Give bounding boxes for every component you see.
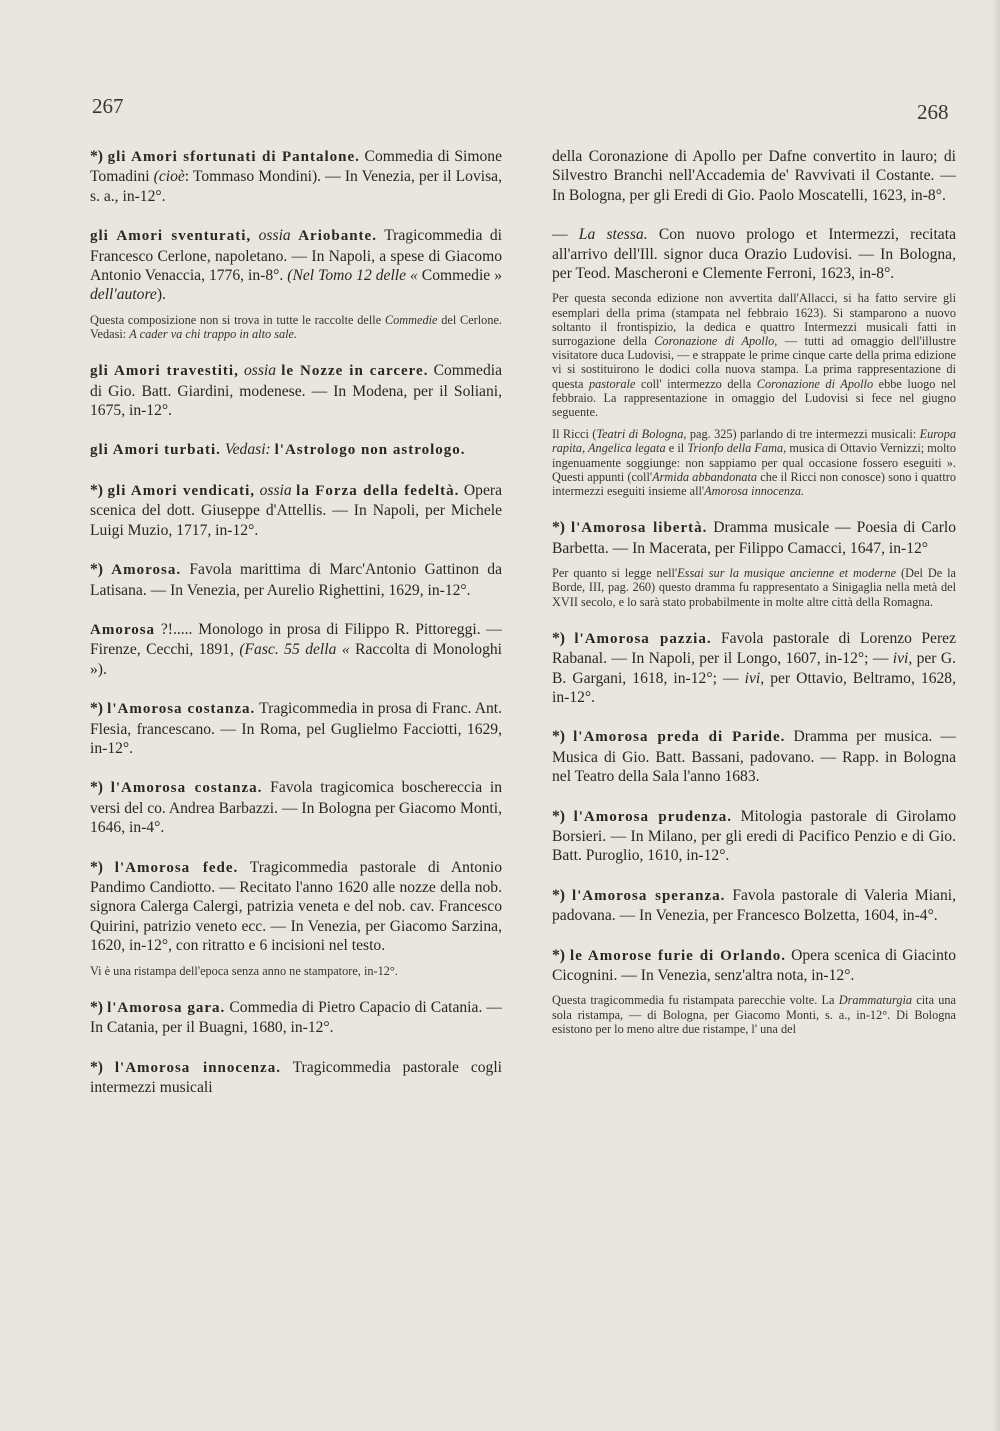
entry-text: (Del De la Borde, III, pag. 260) questo dramma fu rappresentato a Sinigaglia nella metà del XVII secolo, e lo sarà stato probabilmente in molte altre città della Romagna. xyxy=(552,566,956,609)
bibliography-entry xyxy=(552,147,956,205)
bibliography-entry xyxy=(552,518,956,558)
entry-title: gli Amori travestiti, xyxy=(90,363,239,380)
entry-text: Tragicommedia in prosa di Franc. Ant. Flesia, francescano. — In Roma, pel Guglielmo Facciotti, 1629, in-12°. xyxy=(90,700,502,757)
entry-subtitle: Ariobante. xyxy=(298,228,377,245)
entry-text: Mitologia pastorale di Girolamo Borsieri. — In Milano, per gli eredi di Pacifico Penzio e di Gio. Batt. Puroglio, 1610, in-12°. xyxy=(552,807,957,865)
entry-text: Favola pastorale di Lorenzo Perez Rabanal. — In Napoli, per il Longo, 1607, in-12°; — xyxy=(552,629,957,668)
bibliography-entry xyxy=(90,226,502,305)
entry-title: l'Amorosa costanza. xyxy=(110,780,263,797)
entry-title: gli Amori sfortunati di Pantalone. xyxy=(107,149,360,165)
entry-marker: *) xyxy=(90,998,108,1016)
entry-text: e il xyxy=(665,441,688,456)
bibliography-entry xyxy=(90,699,502,758)
entry-text: cita una sola ristampa, — di Bologna, per Giacomo Monti, s. a., in-12°. Di Bologna esistono per lo meno altre due ristampe, l' una del xyxy=(552,993,957,1036)
page-number-left: 267 xyxy=(92,94,124,118)
entry-marker: *) xyxy=(90,148,108,165)
entry-text: (cioè xyxy=(153,168,185,186)
entry-text: Drammaturgia xyxy=(838,993,913,1008)
bibliography-entry xyxy=(90,1058,502,1098)
entry-text: Essai sur la musique ancienne et moderne xyxy=(677,566,897,581)
entry-text: Dramma musicale — Poesia di Carlo Barbetta. — In Macerata, per Filippo Camacci, 1647, in-12° xyxy=(552,519,957,557)
bibliography-entry xyxy=(552,807,956,866)
entry-text: ivi, xyxy=(744,669,765,687)
entry-text: ). xyxy=(156,286,166,304)
entry-text: Favola tragicomica boschereccia in versi del co. Andrea Barbazzi. — In Bologna per Giacomo Monti, 1646, in-4°. xyxy=(90,779,502,837)
footnote xyxy=(552,291,956,419)
bibliography-entry xyxy=(552,886,956,926)
entry-title: l'Amorosa gara. xyxy=(107,999,226,1016)
bibliography-entry xyxy=(552,946,956,986)
entry-title: l'Amorosa pazzia. xyxy=(574,630,712,647)
entry-text: — tutti ad omaggio dell'illustre visitatore duca Ludovisi, — e strappate le prime cinque carte della prima edizione vi si sostituirono le dodici colla nuova stampa. La prima rappresentazione di questa xyxy=(552,334,956,391)
entry-title: Amorosa. xyxy=(111,562,182,579)
bibliography-entry xyxy=(552,629,956,708)
entry-title: gli Amori vendicati, xyxy=(107,482,256,499)
entry-text: pastorale xyxy=(588,376,636,391)
entry-text: per Ottavio, Beltramo, 1628, in-12°. xyxy=(552,669,956,706)
footnote xyxy=(90,313,502,341)
entry-text: Opera scenica del dott. Giuseppe d'Attellis. — In Napoli, per Michele Luigi Muzio, 1717, in-12°. xyxy=(90,481,502,539)
entry-text: Trionfo della Fama, xyxy=(687,441,787,456)
entry-marker: *) xyxy=(552,629,575,647)
bibliography-entry xyxy=(90,560,502,600)
entry-title: l'Amorosa preda di Paride. xyxy=(573,729,786,746)
bibliography-entry xyxy=(90,620,502,679)
entry-text: — xyxy=(552,226,579,244)
page-number-right: 268 xyxy=(917,100,949,124)
entry-marker: *) xyxy=(552,946,571,964)
entry-text: Amorosa innocenza. xyxy=(704,484,805,499)
entry-text: (Fasc. 55 della « xyxy=(239,641,350,659)
entry-title: l'Amorosa libertà. xyxy=(570,520,708,537)
entry-text: Dramma per musica. — Musica di Gio. Batt. Bassani, padovano. — Rapp. in Bologna nel Teatro della Sala l'anno 1683. xyxy=(552,728,956,786)
entry-text: Tragicommedia pastorale di Antonio Pandimo Candiotto. — Recitato l'anno 1620 alle nozze della nob. signora Calerga Calergi, patrizia veneta e del nob. cav. Francesco Quirini, patrizio veneto ecc. — In Venezia, per Giacomo Sarzina, 1620, in-12°, con ritratto e 6 incisioni nel testo. xyxy=(90,858,503,955)
entry-title: l'Amorosa innocenza. xyxy=(114,1059,281,1076)
entry-text: Favola marittima di Marc'Antonio Gattinon da Latisana. — In Venezia, per Aurelio Righettini, 1629, in-12°. xyxy=(90,561,502,599)
entry-text: (Nel Tomo 12 delle « xyxy=(287,267,418,285)
entry-text: Commedie xyxy=(384,312,438,327)
entry-marker: *) xyxy=(552,728,574,746)
entry-text: Questa composizione non si trova in tutte le raccolte delle xyxy=(90,312,385,327)
entry-title: le Amorose furie di Orlando. xyxy=(570,947,787,964)
entry-text: ossia xyxy=(251,227,291,245)
entry-title: Amorosa xyxy=(90,621,156,638)
entry-marker: *) xyxy=(90,858,115,876)
entry-text: coll' intermezzo della xyxy=(635,376,757,391)
entry-text: Commedie » xyxy=(417,267,502,285)
entry-text: Armida abbandonata xyxy=(652,469,758,484)
entry-text: Il Ricci ( xyxy=(552,427,597,442)
entry-text: Coronazione di Apollo xyxy=(756,376,874,391)
entry-text: Questa tragicommedia fu ristampata parecchie volte. La xyxy=(552,993,839,1008)
entry-text: pag. 325) parlando di tre intermezzi musicali: xyxy=(686,427,920,442)
entry-text: Vedasi: xyxy=(220,441,271,459)
entry-text: Tragicommedia di Francesco Cerlone, napoletano. — In Napoli, a spese di Giacomo Antonio Venaccia, 1776, in-8°. xyxy=(90,227,502,285)
bibliography-entry xyxy=(90,998,502,1038)
entry-text: Opera scenica di Giacinto Cicognini. — In Venezia, senz'altra nota, in-12°. xyxy=(552,946,956,984)
bibliography-entry xyxy=(90,440,502,460)
entry-text: Per questa seconda edizione non avvertita dall'Allacci, si ha fatto servire gli esemplari della prima (stampata nel febbraio 1623). Si stamparono a nuovo soltanto il frontispizio, la dedica e quattro Intermezzi musicali fatti in surrogazione della xyxy=(552,291,956,349)
entry-title: l'Amorosa fede. xyxy=(114,859,239,876)
entry-text: Per quanto si legge nell' xyxy=(552,566,678,581)
bibliography-entry xyxy=(90,361,502,420)
page-edge-shadow xyxy=(992,0,1000,1431)
entry-marker: *) xyxy=(90,779,111,797)
entry-text: Coronazione di Apollo, xyxy=(654,334,778,349)
footnote xyxy=(90,964,502,978)
bibliography-entry xyxy=(552,225,956,283)
entry-text: Con nuovo prologo et Intermezzi, recitata all'arrivo dell'Ill. signor duca Orazio Ludovisi. — In Bologna, per Teod. Mascheroni e Clemente Ferroni, 1623, in-8°. xyxy=(552,226,956,283)
entry-marker: *) xyxy=(90,481,108,499)
footnote xyxy=(552,993,956,1036)
bibliography-entry xyxy=(90,858,502,956)
entry-text: Commedia di Gio. Batt. Giardini, modenese. — In Modena, per il Soliani, 1675, in-12°. xyxy=(90,362,503,420)
entry-text: dell'autore xyxy=(90,286,157,304)
entry-marker: *) xyxy=(90,561,112,579)
entry-text: Vi è una ristampa dell'epoca senza anno ne stampatore, in-12°. xyxy=(90,963,398,978)
entry-text: ivi, xyxy=(892,650,913,668)
entry-text: Tragicommedia pastorale cogli intermezzi musicali xyxy=(90,1058,502,1097)
bibliography-entry xyxy=(90,778,502,837)
entry-text: della Coronazione di Apollo per Dafne convertito in lauro; di Silvestro Branchi nell'Accademia de' Ravvivati il Costante. — In Bologna, per gli Eredi di Gio. Paolo Moscatelli, 1623, in-8°. xyxy=(552,148,956,204)
entry-text: per G. B. Gargani, 1618, in-12°; — xyxy=(552,650,956,687)
entry-text: Favola pastorale di Valeria Miani, padovana. — In Venezia, per Francesco Bolzetta, 1604, in-4°. xyxy=(552,886,956,925)
entry-text: La stessa. xyxy=(578,226,648,244)
bibliography-entry xyxy=(90,481,502,540)
entry-text: del Cerlone. Vedasi: xyxy=(90,312,503,342)
entry-title: l'Amorosa costanza. xyxy=(107,701,256,718)
entry-marker: *) xyxy=(552,886,572,904)
footnote xyxy=(552,566,956,609)
entry-text: Teatri di Bologna, xyxy=(596,427,687,442)
entry-text: ebbe luogo nel febbraio. La rappresentazione in omaggio del Ludovisi si fece nel giugno seguente. xyxy=(552,376,956,420)
entry-text: Commedia di Pietro Capacio di Catania. — In Catania, per il Buagni, 1680, in-12°. xyxy=(90,998,503,1037)
entry-text: musica di Ottavio Vernizzi; molto ingenuamente soggiunge: non sappiamo per qual occasione fossero eseguiti ». Questi appunti (coll' xyxy=(552,441,956,484)
bibliography-entry xyxy=(90,147,502,206)
entry-text: ?!..... Monologo in prosa di Filippo R. Pittoreggi. — Firenze, Cecchi, 1891, xyxy=(90,620,502,659)
entry-subtitle: le Nozze in carcere. xyxy=(281,363,429,380)
bibliography-entry xyxy=(552,727,956,786)
entry-marker: *) xyxy=(552,807,574,825)
entry-marker: *) xyxy=(90,700,108,718)
entry-text: ossia xyxy=(255,481,292,499)
footnote xyxy=(552,427,956,498)
entry-subtitle: l'Astrologo non astrologo. xyxy=(274,442,466,459)
entry-text: Commedia di Simone Tomadini xyxy=(90,148,503,186)
entry-text: ossia xyxy=(238,362,277,380)
left-column xyxy=(90,147,502,1117)
entry-subtitle: la Forza della fedeltà. xyxy=(296,482,460,499)
entry-title: l'Amorosa speranza. xyxy=(571,887,726,904)
entry-marker: *) xyxy=(552,519,571,537)
entry-marker: *) xyxy=(90,1058,115,1076)
entry-text: : Tommaso Mondini). — In Venezia, per il Lovisa, s. a., in-12°. xyxy=(90,168,502,205)
entry-text: che il Ricci non conosce) sono i quattro intermezzi eseguiti insieme all' xyxy=(552,469,956,499)
entry-text: A cader va chi trappo in alto sale. xyxy=(129,327,298,342)
entry-text: Europa rapita, Angelica legata xyxy=(552,427,956,456)
entry-title: l'Amorosa prudenza. xyxy=(573,808,732,825)
entry-title: gli Amori sventurati, xyxy=(90,228,252,245)
right-column xyxy=(552,147,956,1056)
entry-text: Raccolta di Monologhi »). xyxy=(90,641,503,678)
entry-title: gli Amori turbati. xyxy=(90,442,221,459)
